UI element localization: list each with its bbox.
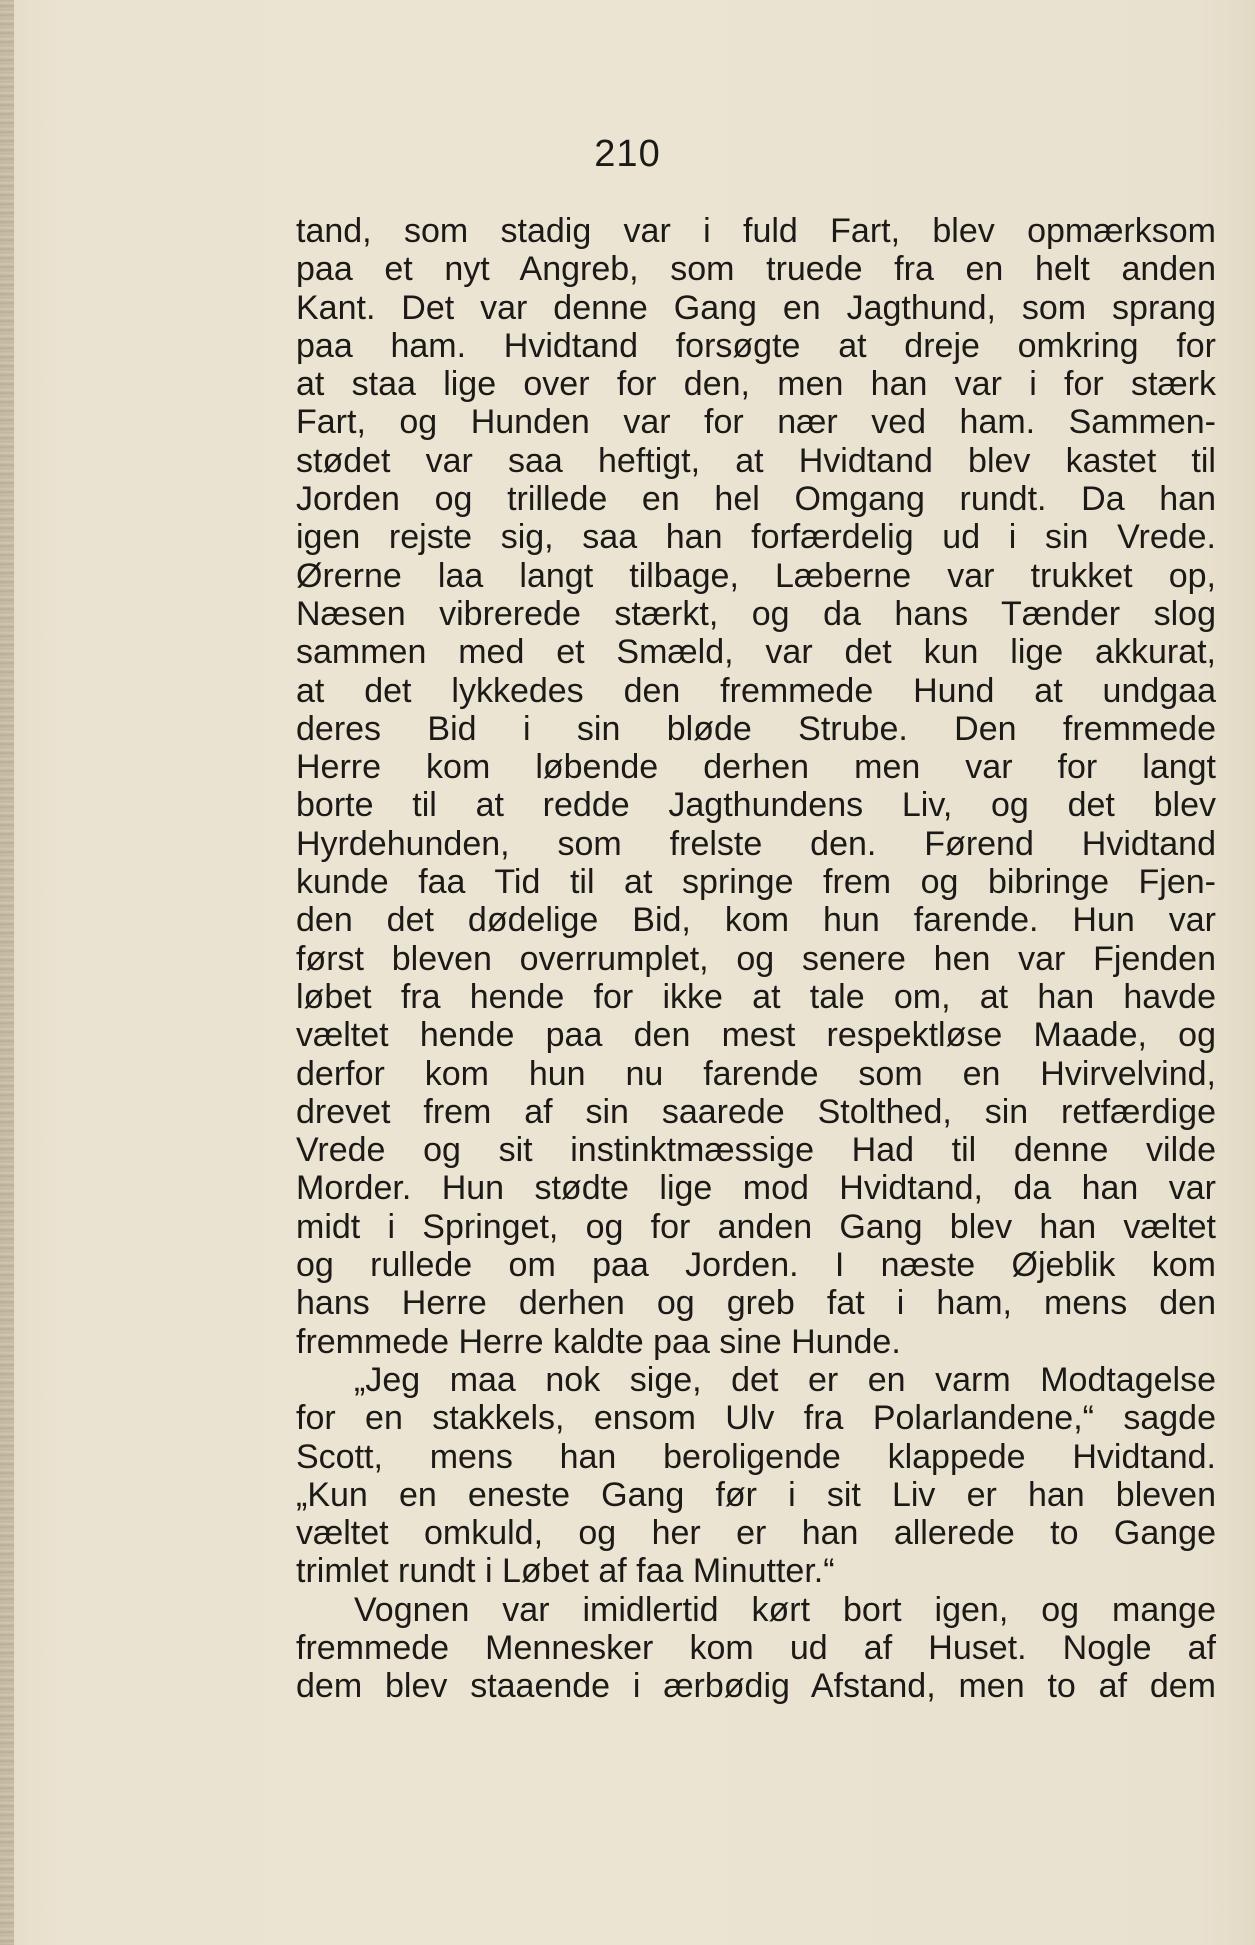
text-line: Morder. Hun stødte lige mod Hvidtand, da han var bbox=[296, 1169, 1216, 1208]
text-line: stødet var saa heftigt, at Hvidtand blev kastet til bbox=[296, 441, 1216, 480]
text-line: Ørerne laa langt tilbage, Læberne var trukket op, bbox=[296, 556, 1216, 595]
text-line: drevet frem af sin saarede Stolthed, sin retfærdige bbox=[296, 1092, 1216, 1131]
text-line: Scott, mens han beroligende klappede Hvidtand. bbox=[296, 1437, 1216, 1476]
text-line: „Kun en eneste Gang før i sit Liv er han bleven bbox=[296, 1475, 1216, 1514]
text-line: kunde faa Tid til at springe frem og bibringe Fjen- bbox=[296, 863, 1216, 902]
page-number: 210 bbox=[594, 133, 661, 175]
text-line: „Jeg maa nok sige, det er en varm Modtagelse bbox=[354, 1360, 1216, 1399]
text-line: sammen med et Smæld, var det kun lige akkurat, bbox=[296, 633, 1216, 672]
text-line: paa ham. Hvidtand forsøgte at dreje omkring for bbox=[296, 326, 1216, 365]
text-line: væltet hende paa den mest respektløse Maade, og bbox=[296, 1016, 1216, 1055]
text-line: derfor kom hun nu farende som en Hvirvelvind, bbox=[296, 1054, 1216, 1093]
text-line: Hyrdehunden, som frelste den. Førend Hvidtand bbox=[296, 824, 1216, 863]
text-line: igen rejste sig, saa han forfærdelig ud i sin Vrede. bbox=[296, 518, 1216, 557]
text-line: dem blev staaende i ærbødig Afstand, men to af dem bbox=[296, 1667, 1216, 1706]
body-text bbox=[296, 212, 1216, 1706]
text-line: paa et nyt Angreb, som truede fra en helt anden bbox=[296, 250, 1216, 289]
text-line: Fart, og Hunden var for nær ved ham. Sammen- bbox=[296, 403, 1216, 442]
text-line: fremmede Herre kaldte paa sine Hunde. bbox=[296, 1322, 901, 1361]
text-line: Vognen var imidlertid kørt bort igen, og mange bbox=[354, 1590, 1216, 1629]
text-line: hans Herre derhen og greb fat i ham, mens den bbox=[296, 1284, 1216, 1323]
text-line: væltet omkuld, og her er han allerede to Gange bbox=[296, 1514, 1216, 1553]
text-line: borte til at redde Jagthundens Liv, og det blev bbox=[296, 786, 1216, 825]
text-line: Kant. Det var denne Gang en Jagthund, som sprang bbox=[296, 288, 1216, 327]
text-line: Næsen vibrerede stærkt, og da hans Tænder slog bbox=[296, 594, 1216, 633]
text-line: trimlet rundt i Løbet af faa Minutter.“ bbox=[296, 1552, 835, 1591]
text-line: fremmede Mennesker kom ud af Huset. Nogle af bbox=[296, 1628, 1216, 1667]
text-line: deres Bid i sin bløde Strube. Den fremmede bbox=[296, 709, 1216, 748]
text-line: den det dødelige Bid, kom hun farende. Hun var bbox=[296, 901, 1216, 940]
text-line: at det lykkedes den fremmede Hund at undgaa bbox=[296, 671, 1216, 710]
text-line: Jorden og trillede en hel Omgang rundt. Da han bbox=[296, 480, 1216, 519]
text-line: midt i Springet, og for anden Gang blev han væltet bbox=[296, 1207, 1216, 1246]
paragraph bbox=[296, 212, 1216, 1361]
paragraph bbox=[296, 1361, 1216, 1591]
text-line: Vrede og sit instinktmæssige Had til denne vilde bbox=[296, 1131, 1216, 1170]
text-line: Herre kom løbende derhen men var for langt bbox=[296, 748, 1216, 787]
page-binding-edge bbox=[0, 0, 14, 1945]
text-line: og rullede om paa Jorden. I næste Øjeblik kom bbox=[296, 1246, 1216, 1285]
text-line: at staa lige over for den, men han var i for stærk bbox=[296, 365, 1216, 404]
text-line: løbet fra hende for ikke at tale om, at han havde bbox=[296, 977, 1216, 1016]
text-line: først bleven overrumplet, og senere hen var Fjenden bbox=[296, 939, 1216, 978]
paragraph bbox=[296, 1591, 1216, 1706]
text-line: for en stakkels, ensom Ulv fra Polarlandene,“ sagde bbox=[296, 1399, 1216, 1438]
text-line: tand, som stadig var i fuld Fart, blev opmærksom bbox=[296, 212, 1216, 250]
